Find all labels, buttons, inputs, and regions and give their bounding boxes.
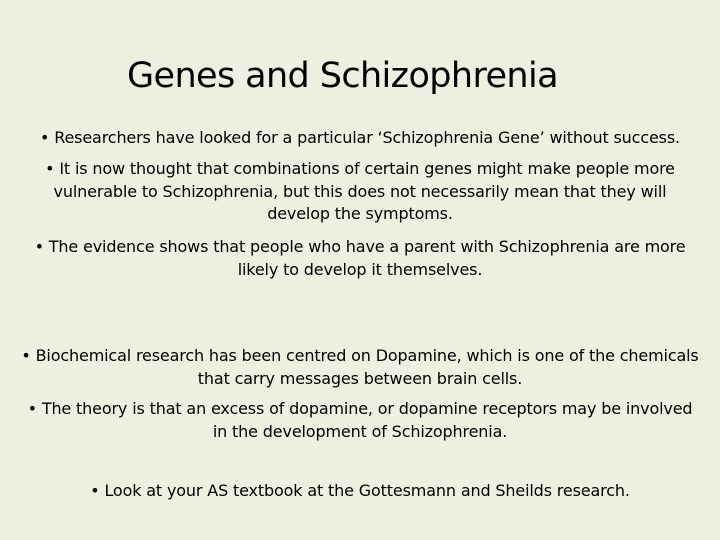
bullet-gene-combinations: • It is now thought that combinations of certain genes might make people more vulnerable to Schizophrenia, but this does not necessarily mean that they will develop the symptoms. [45,159,675,223]
bullet-gene-search: • Researchers have looked for a particular ‘Schizophrenia Gene’ without success. [40,128,680,147]
bullet-dopamine-research: • Biochemical research has been centred on Dopamine, which is one of the chemicals that carry messages between brain cells. [21,346,699,388]
bullet-parent-evidence: • The evidence shows that people who have a parent with Schizophrenia are more likely to develop it themselves. [34,237,686,279]
slide-title: Genes and Schizophrenia [127,56,558,96]
bullet-textbook-reference: • Look at your AS textbook at the Gottesmann and Sheilds research. [90,481,630,500]
bullet-dopamine-theory: • The theory is that an excess of dopamine, or dopamine receptors may be involved in the development of Schizophrenia. [27,399,693,441]
